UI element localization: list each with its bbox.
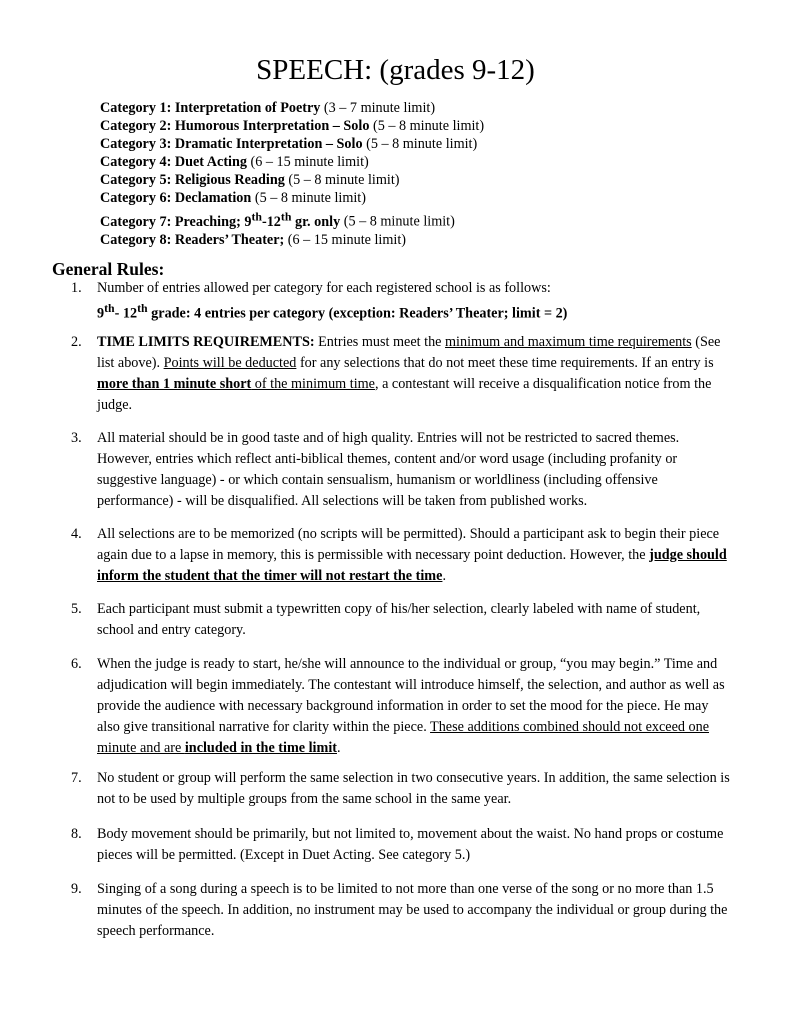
category-label: Category 4: Duet Acting [100, 154, 247, 170]
category-limit: (5 – 8 minute limit) [251, 190, 366, 206]
category-label: Category 2: Humorous Interpretation – Solo [100, 118, 370, 134]
rule-number: 1. [71, 280, 82, 296]
rule-number: 2. [71, 334, 82, 350]
rule-text: Number of entries allowed per category for each registered school is as follows: 9th- 12th grade: 4 entries per category (exception: Readers’ Theater; limit = 2) [97, 280, 568, 322]
category-item [100, 171, 484, 189]
category-limit: (5 – 8 minute limit) [362, 136, 478, 152]
category-item [100, 153, 484, 171]
category-limit: (6 – 15 minute limit) [284, 231, 407, 248]
category-item [100, 189, 484, 207]
rule-number: 5. [71, 601, 82, 617]
rule-item [71, 278, 731, 324]
page-title: SPEECH: (grades 9-12) [256, 54, 535, 86]
general-rules-heading: General Rules: [52, 259, 165, 279]
category-label: Category 5: Religious Reading [100, 172, 285, 188]
category-limit: (5 – 8 minute limit) [284, 172, 400, 188]
category-item [100, 231, 484, 249]
rule-text: Body movement should be primarily, but not limited to, movement about the waist. No hand props or costume pieces will be permitted. (Except in Duet Acting. See category 5.) [97, 826, 724, 863]
rule-item [71, 332, 731, 416]
rule-text: Singing of a song during a speech is to be limited to not more than one verse of the song or no more than 1.5 minutes of the speech. In addition, no instrument may be used to accompany the individual or group during the speech performance. [97, 881, 728, 939]
rule-item [71, 524, 731, 587]
rule-text: All material should be in good taste and of high quality. Entries will not be restricted to sacred themes. However, entries which reflect anti-biblical themes, content and/or word usage (including profanity or suggestive language) - or which contain sensualism, humanism or worldliness (including offensive performance) - will be disqualified. All selections will be taken from published works. [97, 430, 680, 509]
category-item [100, 135, 484, 153]
category-limit: (6 – 15 minute limit) [246, 154, 369, 170]
rule-text: Each participant must submit a typewritten copy of his/her selection, clearly labeled with name of student, school and entry category. [97, 601, 701, 638]
rule-item [71, 654, 731, 759]
category-label: Category 3: Dramatic Interpretation – Solo [100, 136, 363, 152]
rule-item [71, 879, 731, 942]
rule-item [71, 599, 731, 641]
rule-text: All selections are to be memorized (no scripts will be permitted). Should a participant ask to begin their piece again due to a lapse in memory, this is permissible with necessary point deduction. However, the judge should inform the student that the timer will not restart the time. [97, 526, 727, 584]
category-label: Category 8: Readers’ Theater; [100, 231, 285, 248]
rule-item [71, 768, 731, 810]
rule-text: TIME LIMITS REQUIREMENTS: Entries must meet the minimum and maximum time requirements (See list above). Points will be deducted for any selections that do not meet these time requirements. If an entry is more than 1 minute short of the minimum time, a contestant will receive a disqualification notice from the judge. [97, 334, 721, 413]
rule-number: 7. [71, 770, 82, 786]
rule-number: 4. [71, 526, 82, 542]
rule-number: 3. [71, 430, 82, 446]
category-limit: (3 – 7 minute limit) [320, 100, 436, 116]
rule-text: When the judge is ready to start, he/she will announce to the individual or group, “you may begin.” Time and adjudication will begin immediately. The contestant will introduce himself, the selection, and author as well as provide the audience with necessary background information in order to set the mood for the piece. He may also give transitional narrative for clarity within the piece. These additions combined should not exceed one minute and are included in the time limit. [97, 656, 725, 756]
rule-number: 8. [71, 826, 82, 842]
category-limit: (5 – 8 minute limit) [340, 213, 455, 230]
category-limit: (5 – 8 minute limit) [369, 118, 485, 134]
category-label: Category 7: Preaching; 9th-12th gr. only [100, 209, 341, 230]
rule-number: 9. [71, 881, 82, 897]
rule-text: No student or group will perform the same selection in two consecutive years. In addition, the same selection is not to be used by multiple groups from the same school in the same year. [97, 770, 730, 807]
category-list [100, 99, 484, 249]
category-item [100, 117, 484, 135]
category-item [100, 99, 484, 117]
rule-item [71, 824, 731, 866]
category-item [100, 207, 484, 231]
category-label: Category 6: Declamation [100, 190, 252, 206]
rule-number: 6. [71, 656, 82, 672]
rule-item [71, 428, 731, 512]
category-label: Category 1: Interpretation of Poetry [100, 100, 321, 116]
